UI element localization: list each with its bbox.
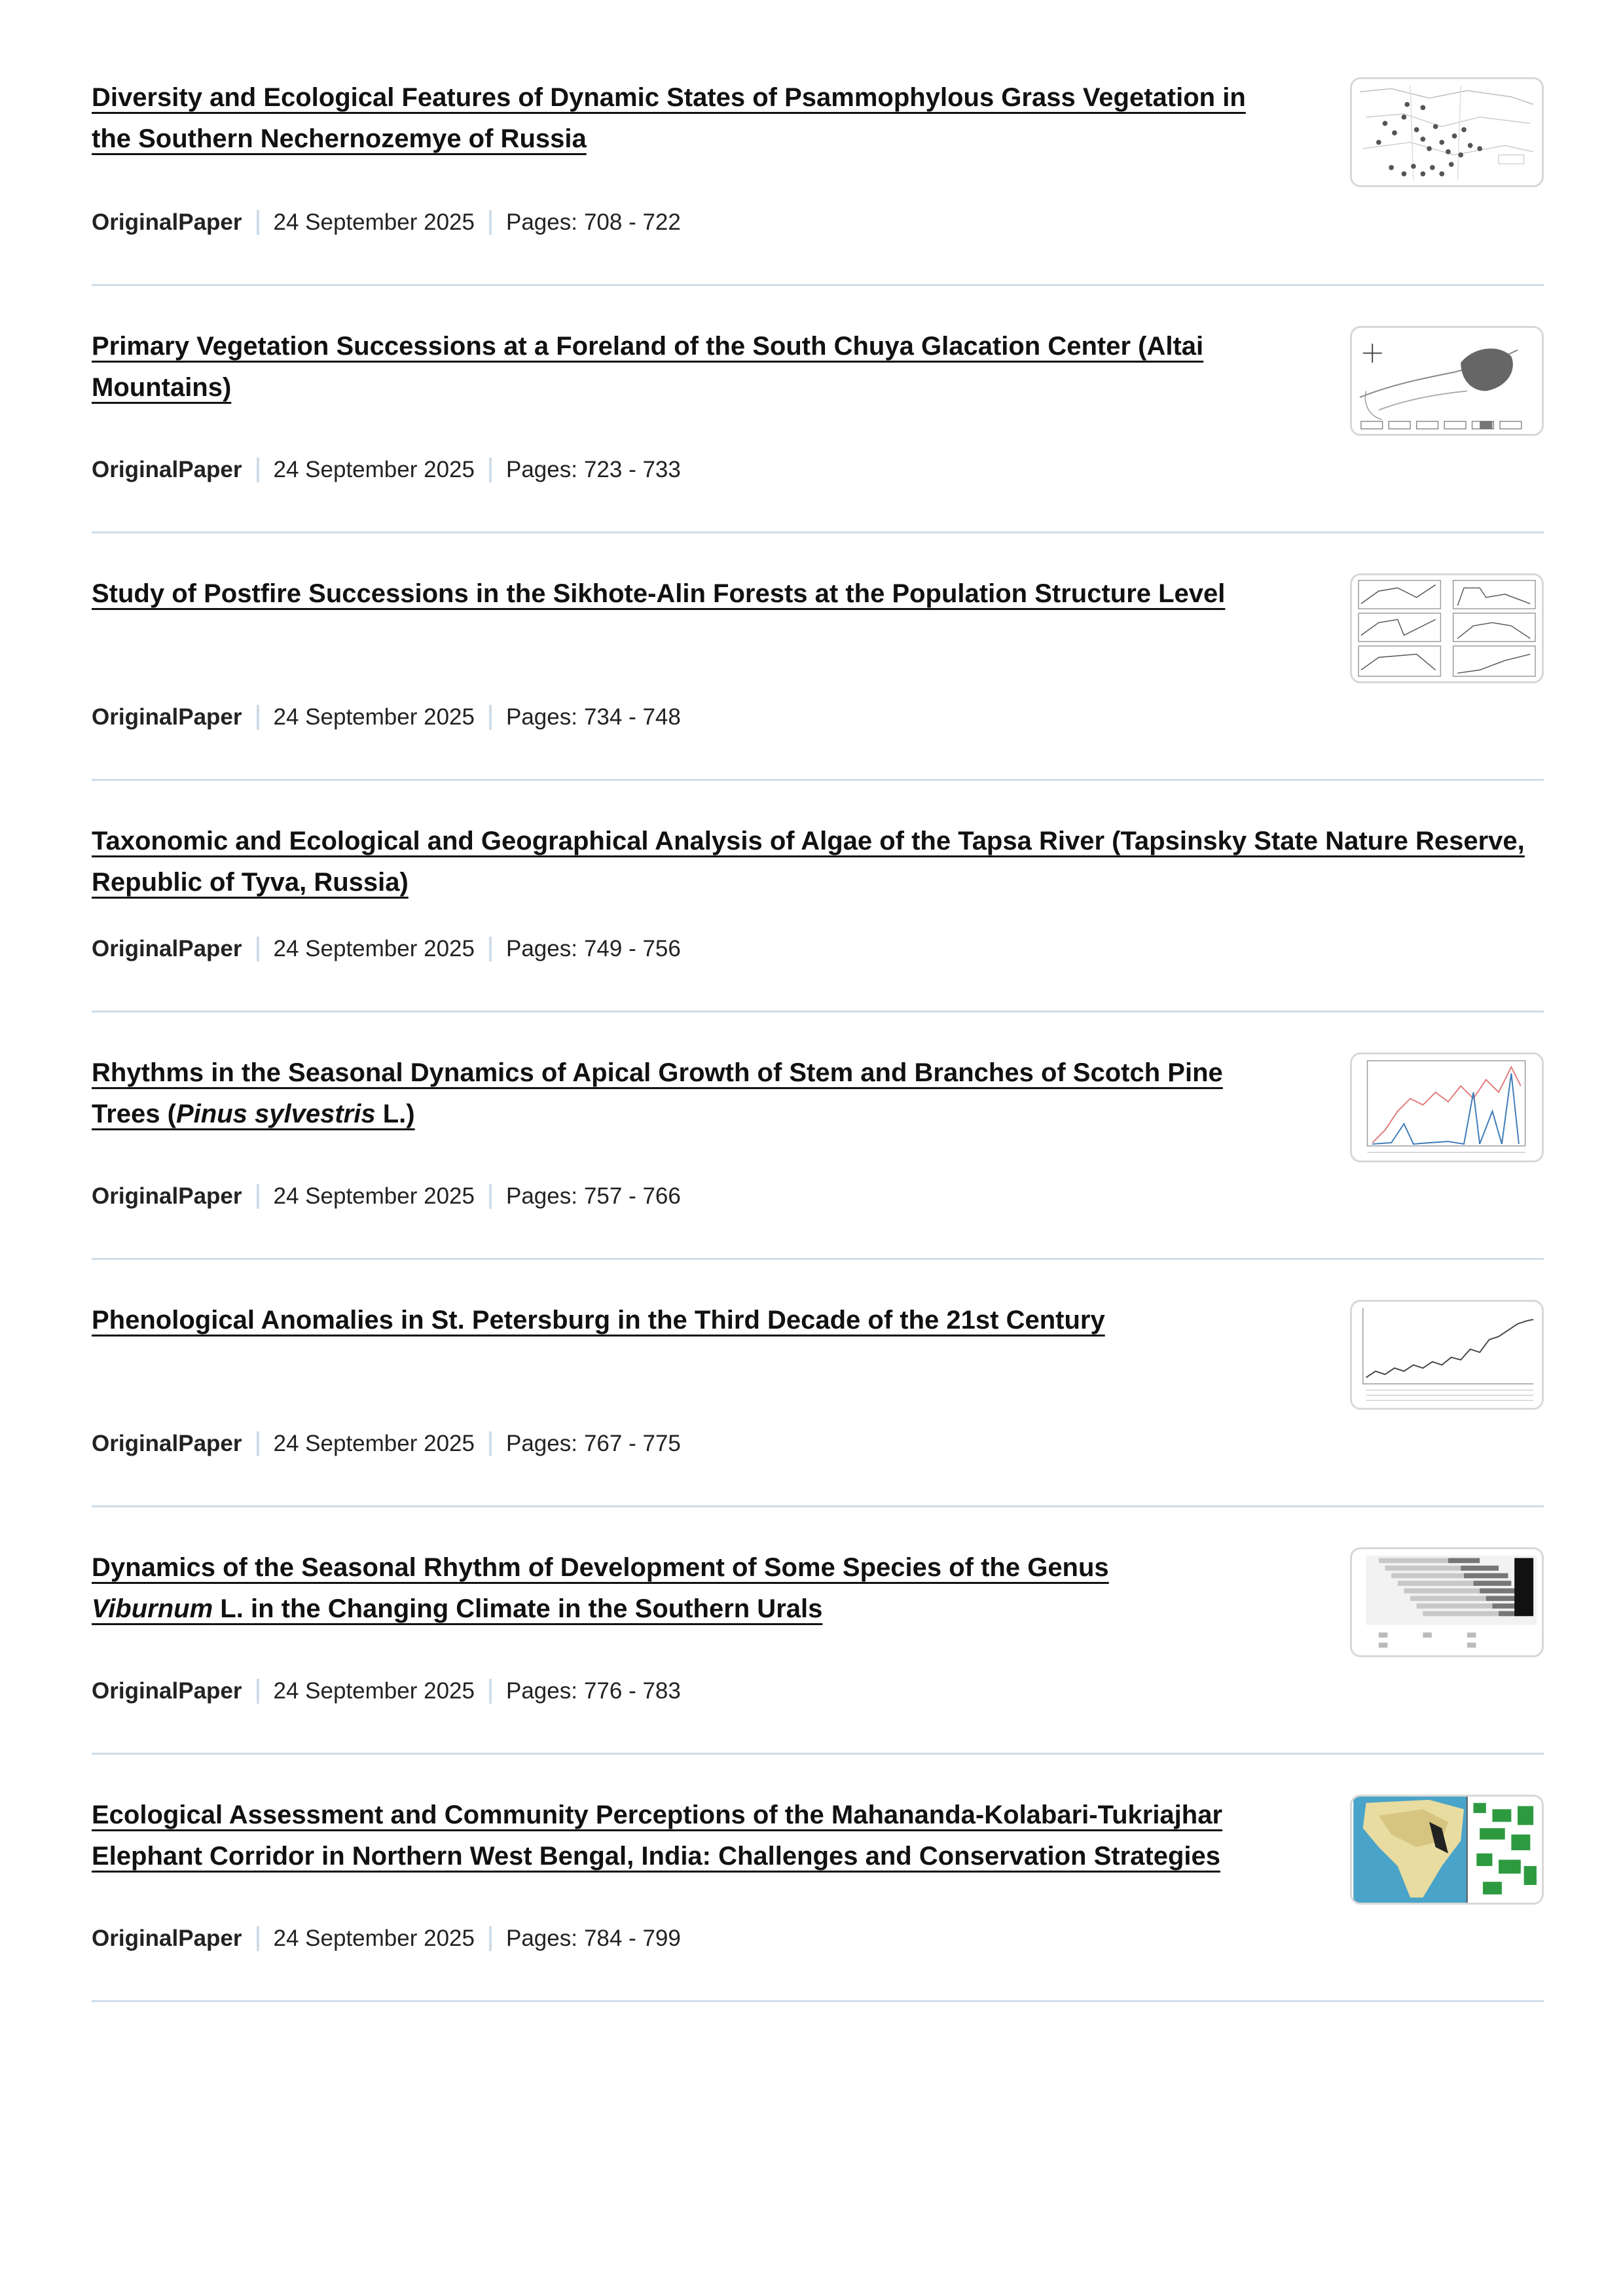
article-meta <box>92 457 681 483</box>
article-title-link[interactable]: Primary Vegetation Successions at a Foreland of the South Chuya Glacation Center (Altai Mountains) <box>92 332 1204 402</box>
publication-date: 24 September 2025 <box>273 704 475 730</box>
map-thumbnail[interactable] <box>1350 77 1544 187</box>
pages-label: Pages: <box>505 457 577 482</box>
line-chart-thumbnail[interactable] <box>1350 1052 1544 1162</box>
publication-date: 24 September 2025 <box>273 457 475 482</box>
page-range: 767 - 775 <box>583 1431 681 1456</box>
meta-divider <box>489 1679 492 1704</box>
article-item <box>92 1011 1544 1260</box>
meta-divider <box>489 210 492 235</box>
india-map-thumbnail[interactable] <box>1350 1795 1544 1905</box>
content-type: OriginalPaper <box>92 457 242 482</box>
pages-label: Pages: <box>505 1183 577 1209</box>
pages-label: Pages: <box>505 1431 577 1456</box>
article-title-link[interactable]: Taxonomic and Ecological and Geographical Analysis of Algae of the Tapsa River (Tapsinsky State Nature Reserve, Republic of Tyva, Russia) <box>92 827 1525 897</box>
content-type: OriginalPaper <box>92 704 242 730</box>
article-item <box>92 1258 1544 1507</box>
article-meta <box>92 1431 681 1457</box>
multi-chart-thumbnail[interactable] <box>1350 573 1544 683</box>
article-item <box>92 1505 1544 1755</box>
meta-divider <box>257 705 259 730</box>
page-range: 784 - 799 <box>583 1926 681 1951</box>
article-title-link[interactable]: Phenological Anomalies in St. Petersburg in the Third Decade of the 21st Century <box>92 1306 1105 1335</box>
phenology-bars-thumbnail[interactable] <box>1350 1547 1544 1657</box>
pages-label: Pages: <box>505 1678 577 1704</box>
meta-divider <box>489 705 492 730</box>
meta-divider <box>489 1431 492 1456</box>
pages-label: Pages: <box>505 704 577 730</box>
publication-date: 24 September 2025 <box>273 936 475 961</box>
article-item <box>92 284 1544 533</box>
trend-chart-thumbnail[interactable] <box>1350 1300 1544 1410</box>
article-meta <box>92 936 681 962</box>
publication-date: 24 September 2025 <box>273 1431 475 1456</box>
article-meta <box>92 1926 681 1952</box>
meta-divider <box>257 1926 259 1951</box>
article-meta <box>92 704 681 730</box>
meta-divider <box>257 457 259 482</box>
content-type: OriginalPaper <box>92 209 242 235</box>
publication-date: 24 September 2025 <box>273 1678 475 1704</box>
article-meta <box>92 1678 681 1704</box>
publication-date: 24 September 2025 <box>273 1926 475 1951</box>
article-item <box>92 779 1544 1013</box>
meta-divider <box>257 210 259 235</box>
article-title-link[interactable]: Rhythms in the Seasonal Dynamics of Apical Growth of Stem and Branches of Scotch Pine Trees (Pinus sylvestris L.) <box>92 1058 1223 1128</box>
content-type: OriginalPaper <box>92 1183 242 1209</box>
page-range: 734 - 748 <box>583 704 681 730</box>
article-title-link[interactable]: Study of Postfire Successions in the Sikhote-Alin Forests at the Population Structure Level <box>92 579 1226 608</box>
page-range: 757 - 766 <box>583 1183 681 1209</box>
article-title-link[interactable]: Dynamics of the Seasonal Rhythm of Development of Some Species of the Genus Viburnum L. in the Changing Climate in the Southern Urals <box>92 1553 1109 1623</box>
content-type: OriginalPaper <box>92 1431 242 1456</box>
article-meta <box>92 209 681 236</box>
content-type: OriginalPaper <box>92 1926 242 1951</box>
publication-date: 24 September 2025 <box>273 209 475 235</box>
page-range: 749 - 756 <box>583 936 681 961</box>
article-title-link[interactable]: Ecological Assessment and Community Perceptions of the Mahananda-Kolabari-Tukriajhar Elephant Corridor in Northern West Bengal, India: Challenges and Conservation Strategies <box>92 1801 1223 1871</box>
content-type: OriginalPaper <box>92 1678 242 1704</box>
page-range: 708 - 722 <box>583 209 681 235</box>
meta-divider <box>489 1184 492 1209</box>
page-range: 723 - 733 <box>583 457 681 482</box>
meta-divider <box>257 937 259 961</box>
article-title-link[interactable]: Diversity and Ecological Features of Dynamic States of Psammophylous Grass Vegetation in the Southern Nechernozemye of Russia <box>92 83 1246 153</box>
article-item <box>92 1753 1544 2002</box>
article-item <box>92 0 1544 286</box>
meta-divider <box>257 1184 259 1209</box>
publication-date: 24 September 2025 <box>273 1183 475 1209</box>
meta-divider <box>257 1679 259 1704</box>
pages-label: Pages: <box>505 1926 577 1951</box>
meta-divider <box>257 1431 259 1456</box>
meta-divider <box>489 937 492 961</box>
meta-divider <box>489 1926 492 1951</box>
article-meta <box>92 1183 681 1210</box>
pages-label: Pages: <box>505 209 577 235</box>
glacier-map-thumbnail[interactable] <box>1350 326 1544 436</box>
pages-label: Pages: <box>505 936 577 961</box>
page-range: 776 - 783 <box>583 1678 681 1704</box>
article-item <box>92 531 1544 781</box>
meta-divider <box>489 457 492 482</box>
content-type: OriginalPaper <box>92 936 242 961</box>
